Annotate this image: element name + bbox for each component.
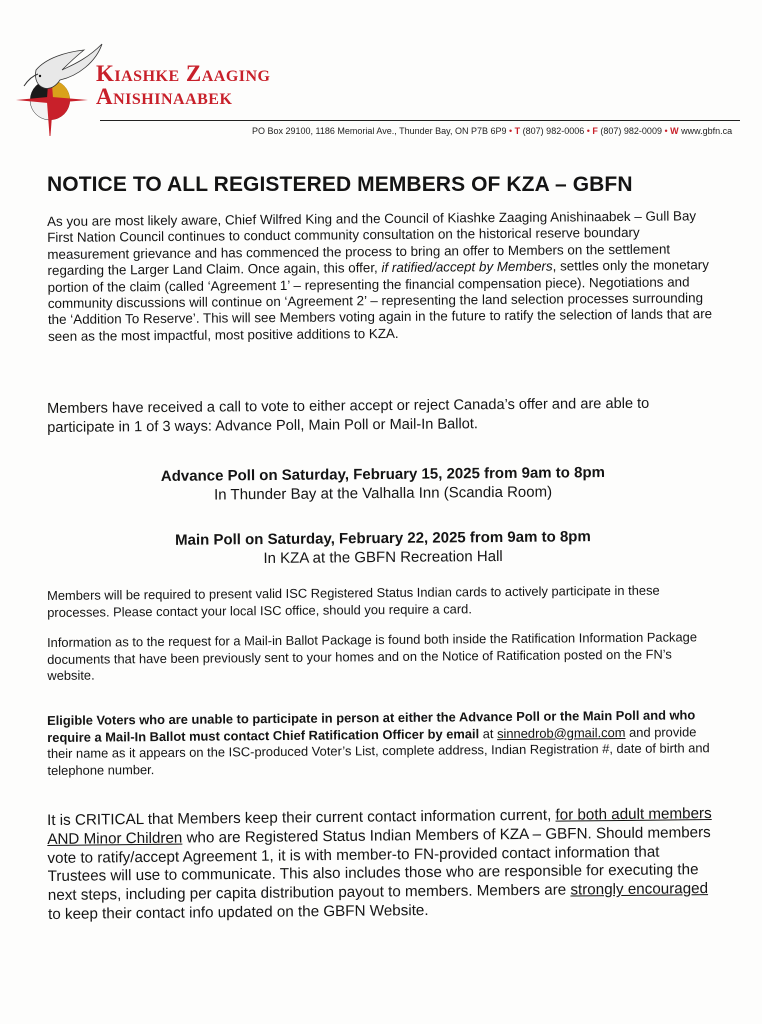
strongly-encouraged-emphasis: strongly encouraged	[570, 880, 709, 899]
phone-label: T	[514, 126, 521, 136]
vote-paragraph: Members have received a call to vote to either accept or reject Canada’s offer and are able to participate in 1 of 3 ways: Advance Poll, Main Poll or Mail-In Ballot.	[47, 395, 650, 436]
id-requirement-paragraph: Members will be required to present valid ISC Registered Status Indian cards to actively participate in these processes. Please contact your local ISC office, should you require a card.	[47, 582, 660, 620]
mail-in-ballot-paragraph: Eligible Voters who are unable to participate in person at either the Advance Poll or the Main Poll and who require a Mail-In Ballot must contact Chief Ratification Officer by email at sinnedrob@gmail.com and provide their name as it appears on the ISC-produced Voter’s List, complete address, Indian Registration #, date of birth and telephone number.	[47, 707, 710, 778]
organization-name	[96, 62, 271, 108]
postal-address: PO Box 29100, 1186 Memorial Ave., Thunder Bay, ON P7B 6P9	[252, 126, 507, 136]
adults-and-minors-emphasis: for both adult members AND Minor Children	[47, 805, 712, 848]
advance-poll-location: In Thunder Bay at the Valhalla Inn (Scandia Room)	[214, 483, 553, 504]
organization-name-line1: Kiashke Zaaging	[96, 61, 271, 86]
advance-poll-heading: Advance Poll on Saturday, February 15, 2025 from 9am to 8pm	[160, 464, 605, 485]
ratified-emphasis: if ratified/accept by Members	[381, 258, 553, 276]
advance-poll	[47, 462, 719, 506]
officer-email-link[interactable]: sinnedrob@gmail.com	[496, 724, 626, 741]
notice-title: NOTICE TO ALL REGISTERED MEMBERS OF KZA – GBFN	[47, 173, 633, 196]
fax-label: F	[592, 126, 598, 136]
organization-name-line2: Anishinaabek	[96, 84, 233, 109]
main-poll	[47, 526, 719, 570]
eagle-medicine-wheel-logo	[16, 40, 108, 136]
website-link[interactable]: www.gbfn.ca	[681, 126, 733, 136]
main-poll-heading: Main Poll on Saturday, February 22, 2025 from 9am to 8pm	[175, 528, 591, 549]
web-label: W	[670, 126, 679, 136]
fax-number: (807) 982-0009	[600, 126, 662, 136]
mail-in-info-paragraph: Information as to the request for a Mail-in Ballot Package is found both inside the Ratification Information Package documents that have been previously sent to your homes and on the Notice of Ratification posted on the FN’s website.	[47, 629, 698, 683]
main-poll-location: In KZA at the GBFN Recreation Hall	[263, 547, 503, 568]
intro-paragraph: As you are most likely aware, Chief Wilfred King and the Council of Kiashke Zaaging Anishinaabek – Gull Bay First Nation Council continues to conduct community consultation on the historical reserve boundary measurement grievance and has commenced the process to bring an offer to Members on the settlement regarding the Larger Land Claim. Once again, this offer, if ratified/accept by Members, settles only the monetary portion of the claim (called ‘Agreement 1’ – representing the financial compensation piece). Negotiations and community discussions will continue on ‘Agreement 2’ – representing the land selection processes surrounding the ‘Addition To Reserve’. This will see Members voting again in the future to ratify the selection of lands that are seen as the most impactful, most positive additions to KZA.	[47, 208, 713, 344]
phone-number: (807) 982-0006	[522, 126, 585, 136]
letterhead-divider	[100, 120, 740, 121]
critical-contact-paragraph: It is CRITICAL that Members keep their current contact information current, for both adult members AND Minor Children who are Registered Status Indian Members of KZA – GBFN. Should members vote to ratify/accept Agreement 1, it is with member-to FN-provided contact information that Trustees will use to communicate. This also includes those who are responsible for executing the next steps, including per capita distribution payout to members. Members are strongly encouraged to keep their contact info updated on the GBFN Website.	[47, 805, 712, 923]
contact-line: PO Box 29100, 1186 Memorial Ave., Thunder Bay, ON P7B 6P9 • T (807) 982-0006 • F (807) 982-0009 • W www.gbfn.ca	[252, 126, 733, 136]
